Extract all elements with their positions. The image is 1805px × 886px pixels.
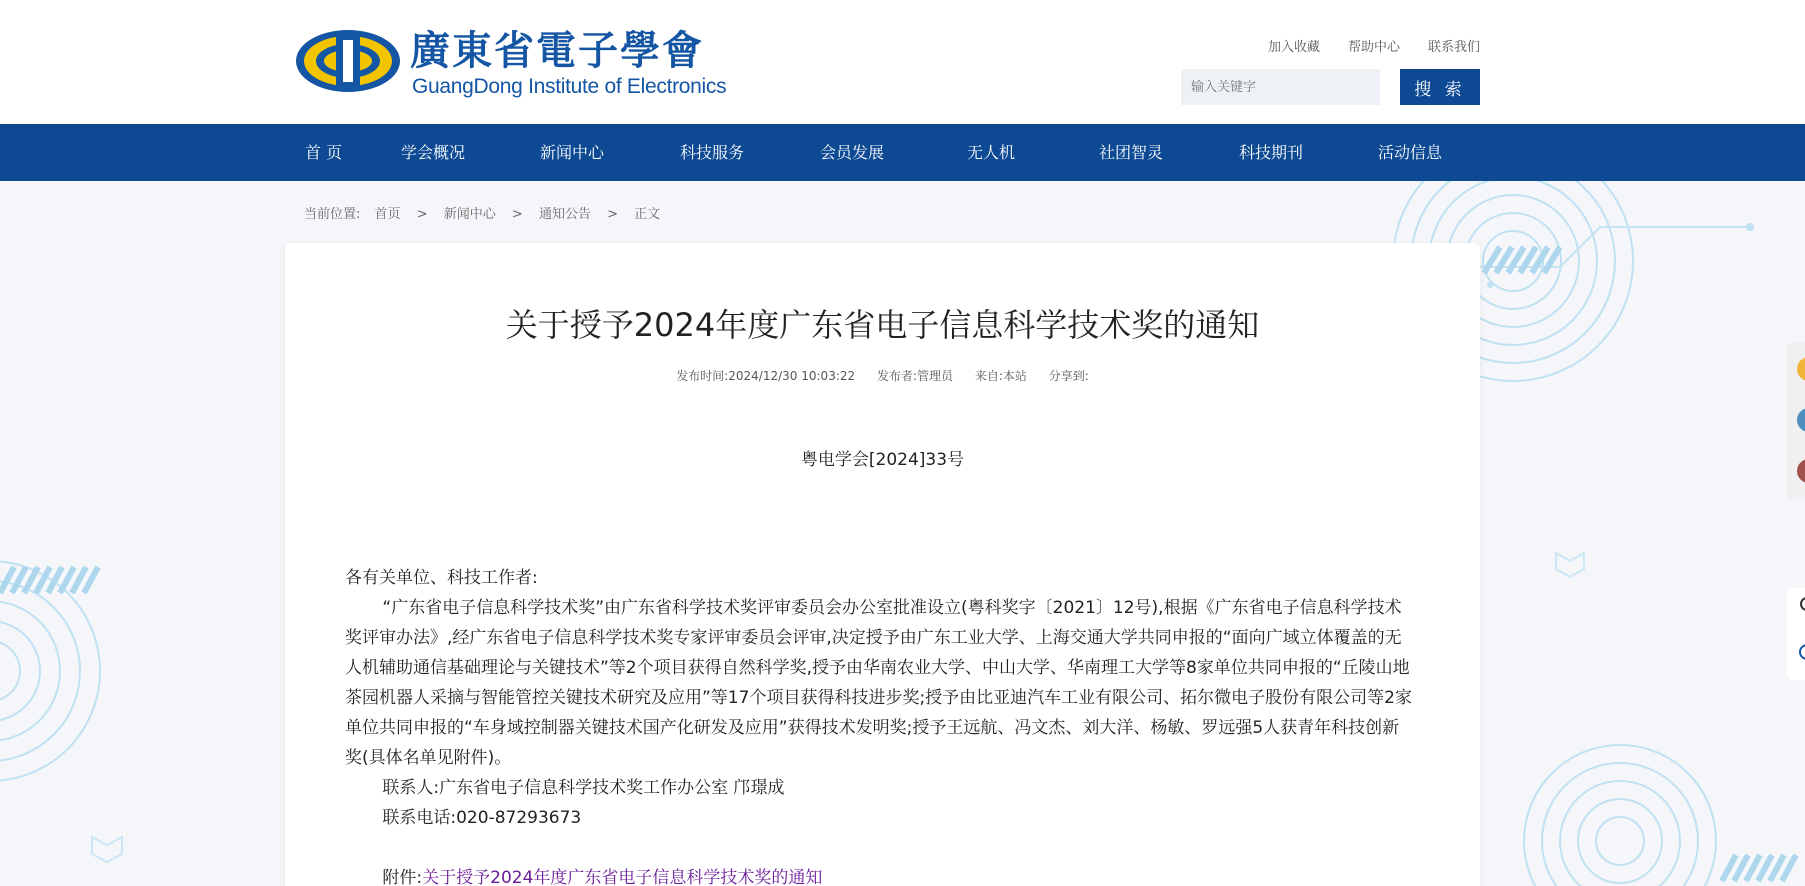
breadcrumb-prefix: 当前位置: <box>304 207 361 222</box>
breadcrumb-notices[interactable]: 通知公告 <box>538 207 591 222</box>
article-meta <box>0 367 1765 384</box>
logo-chinese-name: 廣東省電子學會 <box>410 27 704 74</box>
article-title: 关于授予2024年度广东省电子信息科学技术奖的通知 <box>505 306 1260 344</box>
publisher: 发布者:管理员 <box>876 369 954 383</box>
floating-share-bar <box>1787 342 1805 499</box>
floating-tools-bar <box>1787 588 1805 680</box>
contact-us-link[interactable]: 联系我们 <box>1427 40 1480 55</box>
site-logo[interactable] <box>294 26 727 102</box>
attachment <box>345 863 1415 886</box>
nav-item-tech-service[interactable]: 科技服务 <box>680 143 745 162</box>
share-icons <box>1787 342 1805 499</box>
nav-item-community[interactable]: 社团智灵 <box>1099 143 1164 162</box>
breadcrumb-news[interactable]: 新闻中心 <box>443 207 496 222</box>
breadcrumb-separator: > <box>416 207 428 222</box>
share-icon-3[interactable] <box>1797 459 1805 483</box>
source: 来自:本站 <box>974 369 1027 383</box>
article-body <box>345 563 1415 886</box>
nav-item-journals[interactable]: 科技期刊 <box>1239 143 1304 162</box>
tool-icons <box>1787 588 1805 680</box>
tool-icon-2[interactable] <box>1800 645 1805 659</box>
greeting: 各有关单位、科技工作者: <box>345 568 538 588</box>
attachment-label: 附件: <box>382 868 423 886</box>
site-header <box>0 0 1805 124</box>
breadcrumb-home[interactable]: 首页 <box>374 207 401 222</box>
search-button[interactable]: 搜 索 <box>1400 69 1480 105</box>
institute-emblem-icon <box>294 28 402 94</box>
share-icon-1[interactable] <box>1797 357 1805 381</box>
logo-english-name: GuangDong Institute of Electronics <box>412 75 727 98</box>
publish-time: 发布时间:2024/12/30 10:03:22 <box>676 369 856 383</box>
nav-item-events[interactable]: 活动信息 <box>1378 143 1443 162</box>
breadcrumb <box>304 203 660 222</box>
main-paragraph: “广东省电子信息科学技术奖”由广东省科学技术奖评审委员会办公室批准设立(粤科奖字〔2021〕12号),根据《广东省电子信息科学技术奖评审办法》,经广东省电子信息科学技术奖专家评审委员会评审,决定授予由广东工业大学、上海交通大学共同申报的“面向广域立体覆盖的无人机辅助通信基础理论与关键技术”等2个项目获得自然科学奖,授予由华南农业大学、中山大学、华南理工大学等8家单位共同申报的“丘陵山地茶园机器人采摘与智能管控关键技术研究及应用”等17个项目获得科技进步奖;授予由比亚迪汽车工业有限公司、拓尔微电子股份有限公司等2家单位共同申报的“车身域控制器关键技术国产化研发及应用”获得技术发明奖;授予王远航、冯文杰、刘大洋、杨敏、罗远强5人获青年科技创新奖(具体名单见附件)。 <box>345 598 1412 768</box>
breadcrumb-separator: > <box>607 207 618 222</box>
breadcrumb-current: 正文 <box>634 207 661 222</box>
help-center-link[interactable]: 帮助中心 <box>1347 40 1400 55</box>
top-links <box>1268 36 1480 55</box>
nav-item-about[interactable]: 学会概况 <box>401 143 466 162</box>
main-nav <box>0 124 1805 181</box>
document-number: 粤电学会[2024]33号 <box>800 450 965 470</box>
contact-person: 联系人:广东省电子信息科学技术奖工作办公室 邝璟成 <box>382 778 785 798</box>
share-label: 分享到: <box>1048 369 1089 383</box>
breadcrumb-separator: > <box>511 207 523 222</box>
tool-icon-1[interactable] <box>1801 598 1805 610</box>
search-input[interactable] <box>1181 69 1380 105</box>
nav-item-news[interactable]: 新闻中心 <box>540 143 605 162</box>
nav-item-home[interactable]: 首 页 <box>305 143 343 162</box>
share-icon-2[interactable] <box>1797 408 1805 432</box>
attachment-link[interactable]: 关于授予2024年度广东省电子信息科学技术奖的通知 <box>422 868 823 886</box>
contact-phone: 联系电话:020-87293673 <box>382 808 582 828</box>
nav-item-drones[interactable]: 无人机 <box>967 143 1016 162</box>
nav-item-membership[interactable]: 会员发展 <box>820 143 885 162</box>
add-favorite-link[interactable]: 加入收藏 <box>1267 40 1320 55</box>
